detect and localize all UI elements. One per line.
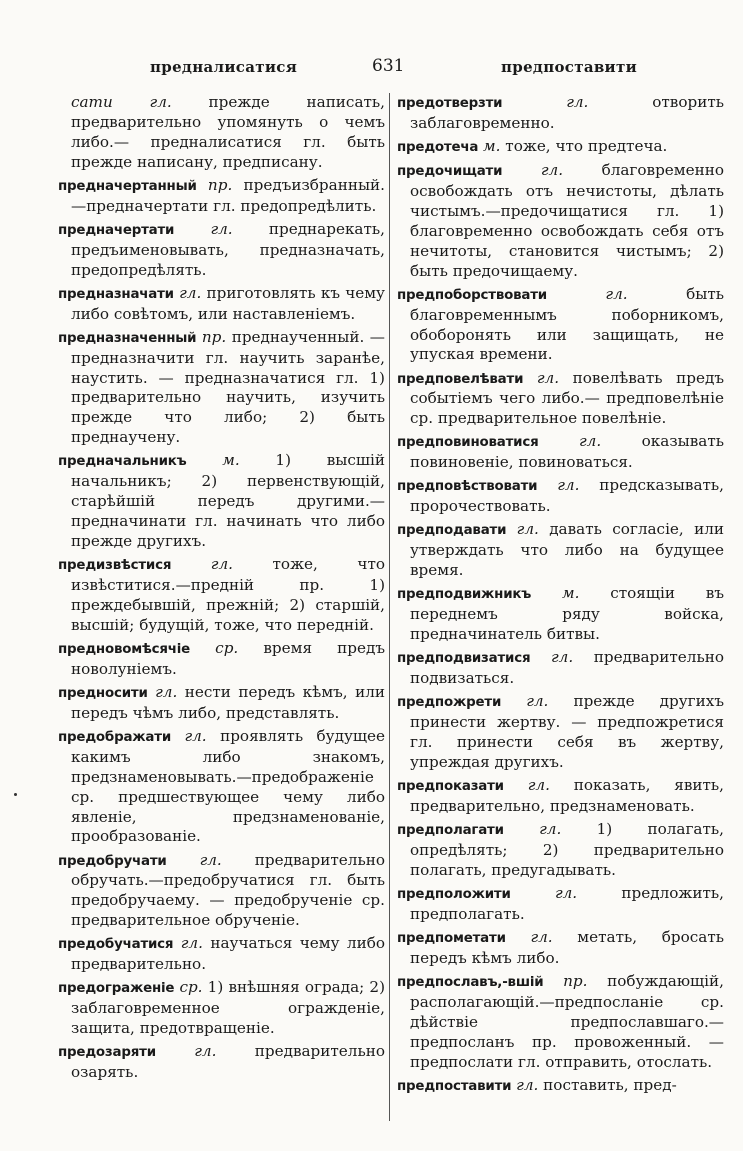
entry-headword: предобучатися	[58, 937, 174, 953]
entry-grammar-label: гл.	[506, 520, 539, 539]
entry-headword: предизвѣстися	[58, 558, 172, 574]
page-number: 631	[372, 56, 405, 76]
dictionary-entry	[397, 648, 724, 689]
entry-definition: благовременно освобождать отъ нечистоты, дѣлать чистымъ.—предочищатися гл. 1) благовременно освобождать себя отъ нечитоты, становится чистымъ; 2) быть предочищаему.	[410, 161, 724, 280]
entry-definition: предъизбранный. —предначертати гл. предопредѣлить.	[71, 175, 385, 215]
entry-headword: предназначати	[58, 286, 174, 302]
entry-grammar-label: м.	[186, 451, 240, 470]
dictionary-entry	[58, 683, 385, 724]
entry-grammar-label: гл.	[501, 692, 549, 711]
entry-grammar-label: гл.	[171, 555, 233, 574]
dictionary-entry	[397, 285, 724, 366]
entry-grammar-label: гл.	[530, 648, 574, 667]
entry-definition: преднаученный. —предназначити гл. научить заранѣе, наустить. — предназначатися гл. 1) предварительно научить, изучить прежде что либо; 2) быть преднаучену.	[71, 327, 385, 447]
entry-headword: предначертанный	[58, 178, 197, 194]
dictionary-entry	[397, 520, 724, 581]
entry-headword: предпоборствовати	[397, 287, 547, 303]
entry-definition: отворить заблаговременно.	[410, 93, 724, 132]
dictionary-entry	[397, 432, 724, 473]
entry-definition: научаться чему либо предварительно.	[71, 934, 385, 974]
entry-definition: время предъ новолуніемъ.	[71, 638, 385, 678]
entry-grammar-label: ср.	[190, 638, 239, 657]
entry-definition: предварительно обручать.—предобручатися гл. быть предобручаему. — предобрученіе ср. предварительное обрученіе.	[71, 850, 385, 930]
entry-definition: поставить, пред-	[538, 1075, 677, 1094]
entry-definition: показать, явить, предварительно, предзнаменовать.	[410, 776, 724, 815]
dictionary-entry	[397, 928, 724, 969]
dictionary-entry	[58, 93, 385, 173]
entry-headword: предотеча	[397, 140, 479, 155]
entry-grammar-label: гл.	[523, 368, 560, 387]
dictionary-entry	[58, 978, 385, 1039]
header-first-word: предналисатися	[150, 58, 298, 76]
entry-grammar-label: гл.	[173, 283, 202, 302]
entry-definition: 1) внѣшняя ограда; 2) заблаговременное огражденіе, защита, предотвращеніе.	[71, 978, 386, 1038]
entry-definition: давать согласіе, или утверждать что либо на будущее время.	[410, 520, 724, 580]
entry-grammar-label: пр.	[196, 327, 227, 346]
entry-headword: предповелѣвати	[397, 371, 524, 387]
entry-headword: предначертати	[58, 222, 175, 238]
entry-definition: прежде другихъ принести жертву. — предпожретися гл. принести себя въ жертву, упреждая другихъ.	[410, 692, 724, 771]
entry-headword: предназначенный	[58, 330, 197, 346]
dictionary-entry	[58, 176, 385, 217]
entry-headword: предначальникъ	[58, 454, 187, 470]
entry-headword: предповиноватися	[397, 435, 539, 451]
margin-speck	[14, 793, 17, 796]
entry-definition: предсказывать, пророчествовать.	[410, 476, 724, 516]
entry-grammar-label: гл.	[174, 219, 233, 238]
entry-definition: тоже, что извѣститися.—предній пр. 1) преждебывшій, прежній; 2) старшій, высшій; будущій, тоже, что передній.	[71, 555, 385, 634]
entry-grammar-label: пр.	[543, 971, 588, 990]
entry-grammar-label: гл.	[538, 432, 602, 451]
entry-grammar-label: м.	[478, 137, 501, 155]
dictionary-entry	[58, 727, 385, 847]
dictionary-entry	[397, 1076, 724, 1097]
entry-headword: предотверзти	[397, 96, 503, 111]
entry-headword: предположити	[397, 886, 511, 902]
entry-headword: предповѣствовати	[397, 479, 538, 495]
entry-definition: стоящіи въ переднемъ ряду войска, предначинатель битвы.	[410, 584, 725, 644]
entry-definition: тоже, что предтеча.	[500, 137, 668, 155]
entry-headword: предполагати	[397, 823, 504, 839]
entry-headword: предограженіе	[58, 981, 175, 997]
dictionary-entry	[58, 1042, 385, 1083]
entry-grammar-label: гл.	[503, 820, 562, 839]
header-last-word: предпоставити	[501, 58, 638, 76]
entry-grammar-label: гл.	[510, 883, 578, 902]
entry-headword: предпометати	[397, 930, 506, 946]
entry-grammar-label: пр.	[196, 175, 233, 194]
entry-grammar-label: ср.	[174, 978, 203, 997]
entry-headword: предподавати	[397, 523, 507, 539]
dictionary-entry	[397, 820, 724, 881]
entry-definition: предварительно подвизаться.	[410, 648, 724, 688]
entry-grammar-label: гл.	[537, 476, 580, 495]
entry-grammar-label: гл.	[511, 1075, 539, 1094]
dictionary-entry	[397, 476, 724, 517]
entry-headword: предподвизатися	[397, 651, 531, 667]
dictionary-entry	[397, 93, 724, 134]
dictionary-entry	[397, 369, 724, 430]
entry-definition: побуждающій, располагающій.—предпосланіе ср. дѣйствіе предпославшаго.—предпосланъ пр. провоженный. — предпослати гл. отправить, отослать.	[410, 971, 724, 1071]
entry-headword: предпославъ,-вшій	[397, 974, 544, 990]
dictionary-entry	[397, 161, 724, 281]
entry-grammar-label: м.	[531, 584, 580, 603]
entry-grammar-label: гл.	[171, 726, 207, 745]
entry-definition: быть благовременнымъ поборникомъ, обоборонять или защищать, не упуская времени.	[410, 284, 724, 364]
entry-definition: повелѣвать предъ событіемъ чего либо.— предповелѣніе ср. предварительное повелѣніе.	[410, 368, 724, 428]
dictionary-entry	[397, 972, 724, 1073]
dictionary-entry	[397, 884, 724, 925]
entry-headword: предображати	[58, 729, 172, 745]
dictionary-entry	[58, 451, 385, 552]
entry-headword: предобручати	[58, 853, 167, 869]
entry-headword: предпоставити	[397, 1078, 512, 1094]
entry-headword: предпоказати	[397, 779, 504, 795]
dictionary-entry	[58, 555, 385, 636]
entry-definition: 1) высшій начальникъ; 2) первенствующій, старѣйшій передъ другими.—предначинати гл. начинать что либо прежде другихъ.	[71, 451, 385, 550]
dictionary-entry	[58, 328, 385, 448]
dictionary-entry	[58, 639, 385, 680]
entry-grammar-label: гл.	[173, 934, 203, 953]
entry-grammar-label: гл.	[503, 776, 550, 795]
entry-grammar-label: сати гл.	[71, 93, 172, 111]
entry-headword: предпожрети	[397, 695, 502, 711]
running-head	[0, 58, 743, 80]
entry-grammar-label: гл.	[502, 93, 589, 111]
dictionary-entry	[397, 692, 724, 773]
dictionary-entry	[58, 934, 385, 975]
entry-definition: 1) полагать, опредѣлять; 2) предварительно полагать, предугадывать.	[410, 820, 724, 879]
dictionary-entry	[58, 220, 385, 281]
dictionary-entry	[397, 584, 724, 645]
entry-grammar-label: гл.	[147, 682, 178, 701]
dictionary-entry	[397, 137, 724, 158]
entry-definition: нести передъ кѣмъ, или передъ чѣмъ либо, представлять.	[71, 682, 385, 722]
dictionary-entry	[397, 776, 724, 817]
entry-grammar-label: гл.	[155, 1042, 217, 1061]
entry-definition: предложить, предполагать.	[410, 883, 724, 923]
entry-headword: предновомѣсячіе	[58, 641, 191, 657]
column-divider	[389, 93, 390, 1121]
entry-definition: преднарекать, предъименовывать, предназначать, предопредѣлять.	[71, 219, 385, 279]
entry-definition: оказывать повиновеніе, повиноваться.	[410, 432, 724, 472]
entry-grammar-label: гл.	[502, 161, 564, 180]
left-column	[58, 93, 385, 1086]
entry-definition: проявлять будущее какимъ либо знакомъ, предзнаменовывать.—предображеніе ср. предшествующее чему либо явленіе, предзнаменованіе, прообразованіе.	[71, 726, 385, 846]
entry-definition: метать, бросать передъ кѣмъ либо.	[410, 927, 724, 967]
entry-headword: предносити	[58, 685, 148, 701]
entry-definition: приготовлять къ чему либо совѣтомъ, или наставленіемъ.	[71, 283, 385, 323]
dictionary-entry	[58, 851, 385, 932]
entry-headword: предозаряти	[58, 1045, 156, 1061]
entry-definition: предварительно озарять.	[71, 1042, 385, 1082]
dictionary-entry	[58, 284, 385, 325]
entry-grammar-label: гл.	[546, 284, 628, 303]
entry-headword: предподвижникъ	[397, 587, 532, 603]
right-column	[397, 93, 724, 1100]
entry-headword: предочищати	[397, 164, 503, 180]
entry-grammar-label: гл.	[166, 850, 222, 869]
entry-definition: прежде написать, предварительно упомянуть о чемъ либо.— предналисатися гл. быть прежде написану, предписану.	[71, 93, 385, 171]
entry-grammar-label: гл.	[505, 927, 553, 946]
